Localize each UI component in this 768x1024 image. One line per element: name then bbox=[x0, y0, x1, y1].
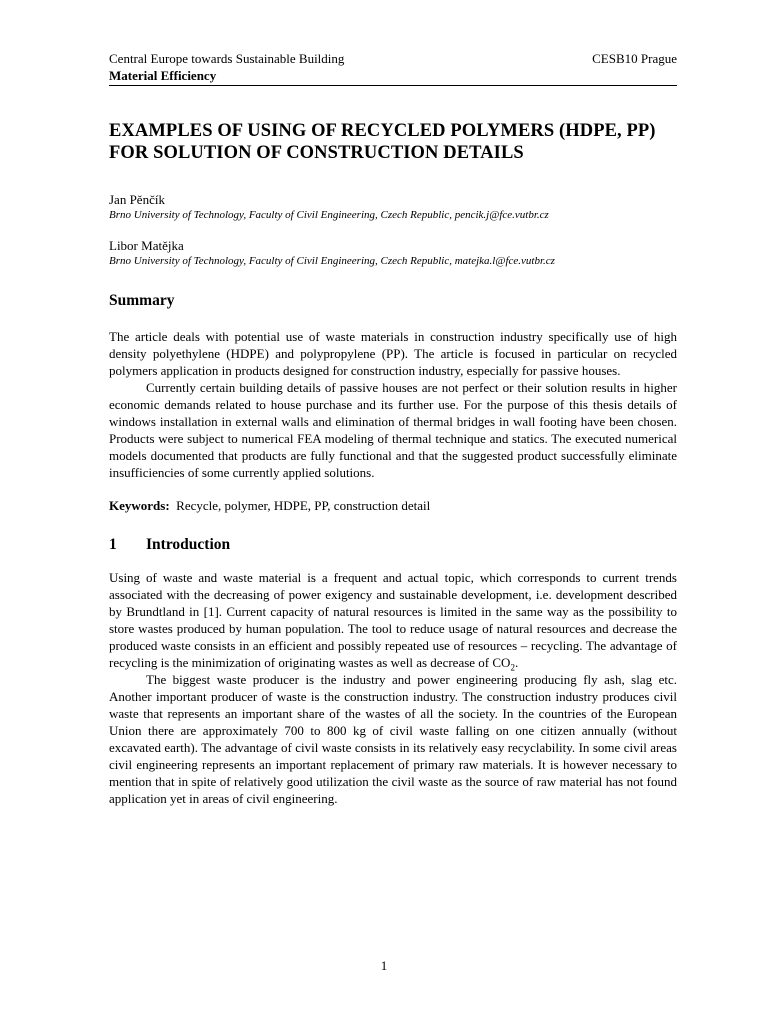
introduction-paragraph-1-text: Using of waste and waste material is a frequent and actual topic, which corresponds to current trends associated with the decreasing of power exigency and sustainable development, i.e. development described by Brundtland in [1]. Current capacity of natural resources is limited in the same way as the possibility to store wastes produced by human population. The tool to reduce usage of natural resources and decrease the produced waste consists in an efficient and possibly repeated use of resources – recycling. The advantage of recycling is the minimization of originating wastes as well as decrease of CO bbox=[109, 570, 677, 670]
keywords-value: Recycle, polymer, HDPE, PP, construction detail bbox=[176, 498, 431, 513]
author-name: Libor Matějka bbox=[109, 238, 184, 253]
author-name: Jan Pěnčík bbox=[109, 192, 165, 207]
summary-heading: Summary bbox=[109, 292, 175, 309]
author-affiliation: Brno University of Technology, Faculty of Civil Engineering, Czech Republic, pencik.j@fce.vutbr.cz bbox=[109, 209, 549, 221]
keywords-label: Keywords: bbox=[109, 498, 170, 513]
keywords-line bbox=[109, 497, 677, 514]
author-block-1 bbox=[109, 192, 677, 222]
summary-paragraph-1: The article deals with potential use of waste materials in construction industry specifically use of high density polyethylene (HDPE) and polypropylene (PP). The article is focused in particular on recycled polymers application in products designed for construction industry, especially for passive houses. bbox=[109, 329, 677, 378]
paper-title: EXAMPLES OF USING OF RECYCLED POLYMERS (HDPE, PP) FOR SOLUTION OF CONSTRUCTION DETAILS bbox=[109, 121, 656, 163]
header-section-name: Material Efficiency bbox=[109, 68, 217, 83]
page-number: 1 bbox=[380, 958, 388, 973]
sentence-end: . bbox=[514, 655, 519, 670]
author-affiliation: Brno University of Technology, Faculty of Civil Engineering, Czech Republic, matejka.l@fce.vutbr.cz bbox=[109, 255, 555, 267]
event-name: CESB10 Prague bbox=[592, 51, 677, 66]
header-rule bbox=[109, 85, 677, 86]
summary-paragraph-2: Currently certain building details of passive houses are not perfect or their solution results in higher economic demands related to house purchase and its further use. For the purpose of this thesis details of windows installation in external walls and elimination of thermal bridges in wall footing have been chosen. Products were subject to numerical FEA modeling of thermal technique and statics. The executed numerical models documented that products are fully functional and that the suggested product successfully eliminate insufficiencies of some currently applied solutions. bbox=[109, 380, 677, 480]
introduction-paragraph-1 bbox=[109, 569, 677, 671]
conference-name: Central Europe towards Sustainable Building bbox=[109, 51, 345, 66]
section-number: 1 bbox=[109, 536, 117, 553]
subscript: 2 bbox=[510, 662, 515, 673]
section-title: Introduction bbox=[146, 536, 231, 553]
running-header bbox=[109, 50, 677, 67]
author-block-2 bbox=[109, 238, 677, 268]
introduction-paragraph-2: The biggest waste producer is the industry and power engineering producing fly ash, slag etc. Another important producer of waste is the construction industry. The construction industry produces civil waste that represents an important share of the wastes of all the society. In the countries of the European Union there are approximately 700 to 800 kg of civil waste falling on one citizen annually (without excavated earth). The advantage of civil waste consists in its relatively easy recyclability. In some civil areas civil engineering represents an important replacement of primary raw materials. It is however necessary to mention that in spite of relatively good utilization the civil waste as the source of raw material has not found application yet in areas of civil engineering. bbox=[109, 672, 677, 806]
introduction-heading bbox=[109, 535, 677, 555]
paper-page bbox=[109, 50, 677, 807]
